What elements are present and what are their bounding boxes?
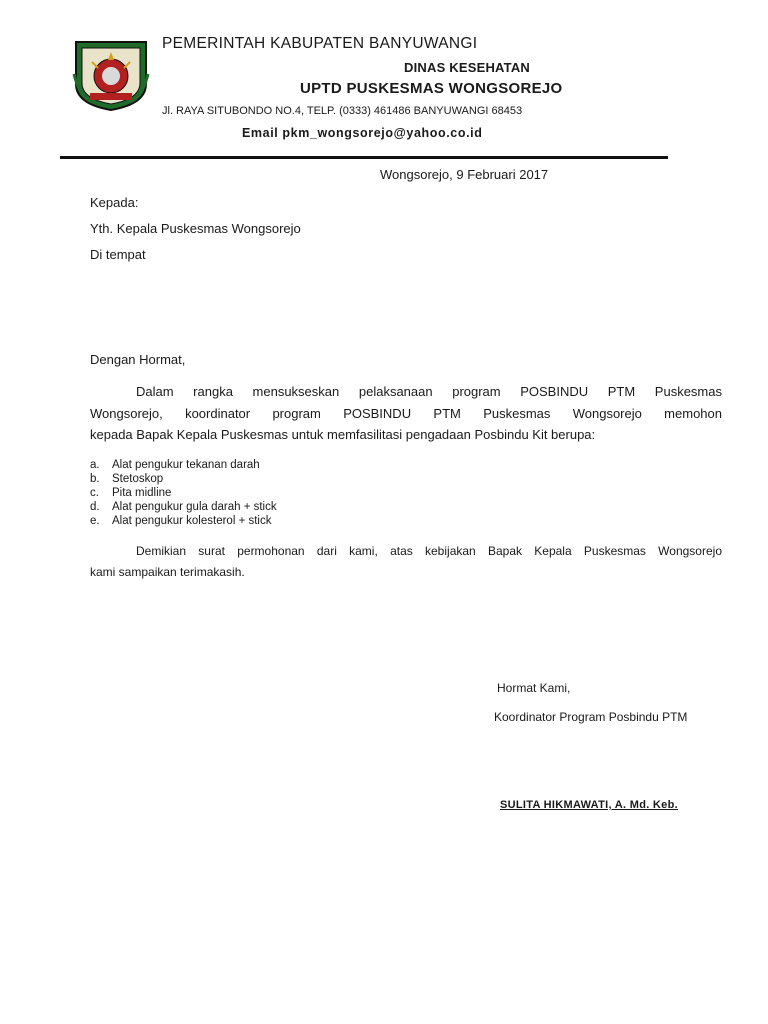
- kit-item-list: [90, 458, 277, 528]
- recipient-location: Di tempat: [90, 247, 146, 262]
- list-item: [90, 500, 277, 514]
- closing-paragraph: [90, 541, 722, 583]
- list-marker: a.: [90, 459, 100, 471]
- signatory-name: SULITA HIKMAWATI, A. Md. Keb.: [500, 799, 678, 811]
- list-item: [90, 486, 277, 500]
- list-item: [90, 514, 277, 528]
- list-item-text: Alat pengukur tekanan darah: [112, 459, 260, 471]
- regards: Hormat Kami,: [497, 681, 571, 695]
- recipient: Yth. Kepala Puskesmas Wongsorejo: [90, 221, 301, 236]
- government-name: PEMERINTAH KABUPATEN BANYUWANGI: [162, 35, 478, 52]
- list-marker: b.: [90, 473, 100, 485]
- institution-email: Email pkm_wongsorejo@yahoo.co.id: [242, 126, 483, 140]
- list-marker: e.: [90, 515, 100, 527]
- to-label: Kepada:: [90, 195, 139, 210]
- list-item-text: Alat pengukur gula darah + stick: [112, 501, 277, 513]
- list-item: [90, 472, 277, 486]
- body-line: kepada Bapak Kepala Puskesmas untuk memfasilitasi pengadaan Posbindu Kit berupa:: [90, 427, 596, 442]
- institution-name: UPTD PUSKESMAS WONGSOREJO: [300, 80, 563, 97]
- list-item: [90, 458, 277, 472]
- body-line: Wongsorejo, koordinator program POSBINDU PTM Puskesmas Wongsorejo memohon: [90, 405, 722, 421]
- closing-line: kami sampaikan terimakasih.: [90, 565, 245, 579]
- signer-position: Koordinator Program Posbindu PTM: [494, 710, 688, 724]
- list-marker: d.: [90, 501, 100, 513]
- list-item-text: Alat pengukur kolesterol + stick: [112, 515, 272, 527]
- institution-address: Jl. RAYA SITUBONDO NO.4, TELP. (0333) 461486 BANYUWANGI 68453: [162, 105, 523, 117]
- regency-emblem-logo: [70, 38, 152, 112]
- salutation: Dengan Hormat,: [90, 352, 186, 367]
- letterhead-divider: [60, 156, 668, 159]
- closing-line: Demikian surat permohonan dari kami, atas kebijakan Bapak Kepala Puskesmas Wongsorejo: [136, 544, 722, 558]
- list-item-text: Pita midline: [112, 487, 172, 499]
- body-paragraph: [90, 381, 722, 446]
- body-line: Dalam rangka mensukseskan pelaksanaan program POSBINDU PTM Puskesmas: [136, 384, 722, 399]
- department-name: DINAS KESEHATAN: [404, 60, 531, 75]
- list-marker: c.: [90, 487, 99, 499]
- letter-date: Wongsorejo, 9 Februari 2017: [380, 167, 549, 182]
- list-item-text: Stetoskop: [112, 473, 164, 485]
